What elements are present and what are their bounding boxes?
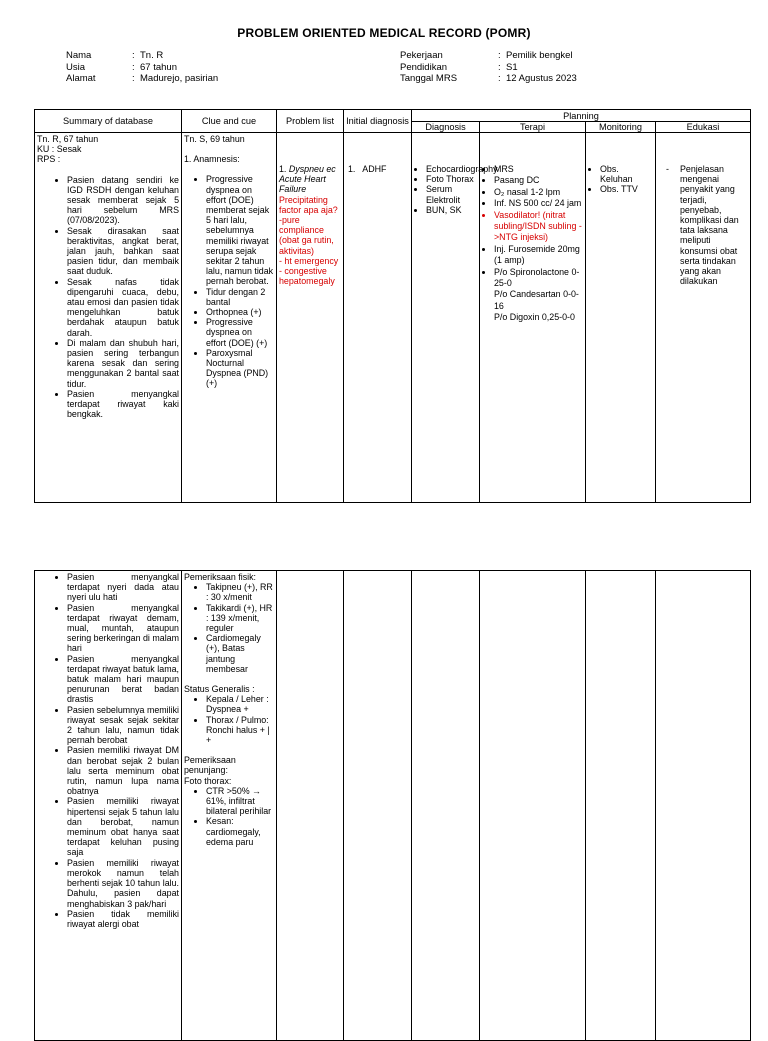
clue-head: Tn. S, 69 tahun bbox=[184, 134, 245, 144]
diagnosis-item: • Serum Elektrolit bbox=[426, 184, 477, 204]
terapi-item: • Pasang DC bbox=[494, 175, 583, 186]
diagnosis-cell-empty bbox=[412, 571, 480, 1041]
summary-cell-continued bbox=[35, 571, 182, 1041]
problem-note: -pure compliance (obat ga rutin, aktivitas) bbox=[279, 215, 334, 256]
summary-item: • Pasien tidak memiliki riwayat alergi obat bbox=[67, 909, 179, 929]
summary-cell bbox=[35, 133, 182, 503]
clue-status-head: Status Generalis : bbox=[184, 684, 255, 695]
diagnosis-cell bbox=[412, 133, 498, 503]
header-terapi: Terapi bbox=[480, 122, 586, 133]
summary-ku: KU : Sesak bbox=[37, 144, 82, 155]
summary-item: • Sesak dirasakan saat beraktivitas, angkat berat, jalan jauh, bahkan saat pasien tidur, dan membaik saat duduk. bbox=[67, 226, 179, 277]
summary-item: • Sesak nafas tidak dipengaruhi cuaca, debu, atau emosi dan pasien tidak mengeluhkan batuk berdahak ataupun batuk darah. bbox=[67, 277, 179, 338]
problem-cell bbox=[277, 133, 344, 503]
summary-item: • Pasien menyangkal terdapat riwayat demam, mual, muntah, ataupun sering berkeringan di malam hari bbox=[67, 603, 179, 654]
summary-item: • Pasien datang sendiri ke IGD RSDH dengan keluhan sesak memberat sejak 5 hari sebelum MRS (07/08/2023). bbox=[67, 175, 179, 226]
monitoring-item: • Obs. Keluhan bbox=[600, 164, 653, 184]
edukasi-cell bbox=[656, 133, 751, 503]
summary-item: • Pasien memiliki riwayat merokok namun telah berhenti sejak 10 tahun lalu. Dahulu, pasien dapat menghabiskan 3 pak/hari bbox=[67, 858, 179, 909]
clue-item: • Kepala / Leher : Dyspnea + bbox=[206, 694, 274, 714]
header-monitoring: Monitoring bbox=[586, 122, 656, 133]
pomr-table-page-2 bbox=[34, 570, 751, 1041]
clue-item: • Orthopnea (+) bbox=[206, 307, 274, 317]
summary-item: • Pasien menyangkal terdapat riwayat kaki bengkak. bbox=[67, 389, 179, 420]
diagnosis-item: • BUN, SK bbox=[426, 205, 477, 215]
clue-cell bbox=[182, 133, 277, 503]
clue-fisik-head: Pemeriksaan fisik: bbox=[184, 572, 257, 582]
monitoring-cell bbox=[586, 133, 656, 503]
summary-item: • Pasien menyangkal terdapat riwayat batuk lama, batuk malam hari maupun penurunan berat badan drastis bbox=[67, 654, 179, 705]
clue-item: • Takikardi (+), HR : 139 x/menit, reguler bbox=[206, 603, 274, 634]
clue-item: • Progressive dyspnea on effort (DOE) memberat sejak 5 hari lalu, sebelumnya memiliki riwayat serupa sejak sekitar 2 tahun lalu, namun tidak pernah berobat. bbox=[206, 174, 274, 286]
clue-cell-continued bbox=[182, 571, 277, 1041]
patient-field-address: Alamat : Madurejo, pasirian bbox=[66, 73, 219, 84]
clue-item: • CTR >50% → 61%, infiltrat bilateral perihilar bbox=[206, 786, 274, 817]
terapi-item: • P/o Spironolactone 0-25-0 bbox=[494, 267, 583, 290]
problem-note: - congestive hepatomegaly bbox=[279, 266, 335, 287]
patient-field-age: Usia : 67 tahun bbox=[66, 61, 177, 73]
initial-diagnosis: 1. ADHF bbox=[348, 164, 387, 174]
patient-field-education: Pendidikan : S1 bbox=[400, 61, 518, 73]
patient-field-job: Pekerjaan : Pemilik bengkel bbox=[400, 50, 573, 61]
diagnosis-item: • Foto Thorax bbox=[426, 174, 477, 184]
monitoring-item: • Obs. TTV bbox=[600, 184, 653, 194]
patient-info-left bbox=[66, 50, 218, 85]
clue-item: • Progressive dyspnea on effort (DOE) (+) bbox=[206, 317, 274, 348]
summary-item: • Pasien memiliki riwayat DM dan berobat sejak 2 bulan lalu serta meminum obat rutin, namun lupa nama obatnya bbox=[67, 745, 179, 796]
monitoring-cell-empty bbox=[586, 571, 656, 1041]
patient-info-right bbox=[400, 50, 577, 85]
terapi-item: • Vasodilator! (nitrat subling/ISDN subling ->NTG injeksi) bbox=[494, 210, 583, 244]
terapi-item: • MRS bbox=[494, 164, 583, 175]
clue-item: • Cardiomegaly (+), Batas jantung membesar bbox=[206, 633, 274, 674]
clue-item: • Kesan: cardiomegaly, edema paru bbox=[206, 816, 274, 847]
clue-item: • Thorax / Pulmo: Ronchi halus + | + bbox=[206, 715, 274, 746]
clue-item: • Tidur dengan 2 bantal bbox=[206, 287, 274, 307]
initial-diagnosis-cell bbox=[344, 133, 412, 503]
problem-main: 1. Dyspneu ec Acute Heart Failure bbox=[279, 164, 336, 195]
header-summary: Summary of database bbox=[35, 110, 182, 133]
summary-item: • Di malam dan shubuh hari, pasien sering terbangun karena sesak dan sering menggunakan 2 bantal saat tidur. bbox=[67, 338, 179, 389]
terapi-item: • Inf. NS 500 cc/ 24 jam bbox=[494, 198, 583, 209]
pomr-table-page-1 bbox=[34, 109, 751, 503]
patient-field-admission-date: Tanggal MRS : 12 Agustus 2023 bbox=[400, 73, 577, 84]
terapi-item: P/o Candesartan 0-0-16 bbox=[494, 289, 579, 311]
summary-head: Tn. R, 67 tahun bbox=[37, 134, 99, 144]
terapi-cell bbox=[480, 133, 586, 503]
terapi-item: • Inj. Furosemide 20mg (1 amp) bbox=[494, 244, 583, 267]
clue-anamnesis: 1. Anamnesis: bbox=[184, 154, 240, 165]
problem-note: Precipitating factor apa aja? bbox=[279, 194, 338, 215]
summary-item: • Pasien menyangkal terdapat nyeri dada atau nyeri ulu hati bbox=[67, 572, 179, 603]
header-problem-list: Problem list bbox=[277, 110, 344, 133]
header-diagnosis: Diagnosis bbox=[412, 122, 480, 133]
page-title: PROBLEM ORIENTED MEDICAL RECORD (POMR) bbox=[237, 26, 531, 40]
summary-rps: RPS : bbox=[37, 154, 61, 165]
summary-item: • Pasien sebelumnya memiliki riwayat sesak sejak sekitar 2 tahun lalu, namun tidak pernah berobat bbox=[67, 705, 179, 746]
initial-diagnosis-cell-empty bbox=[344, 571, 412, 1041]
clue-penunjang-sub: Foto thorax: bbox=[184, 775, 232, 786]
edukasi-item: - Penjelasan mengenai penyakit yang terjadi, penyebab, komplikasi dan tata laksana meliputi konsumsi obat serta tindakan yang akan dilakukan bbox=[680, 164, 748, 286]
summary-item: • Pasien memiliki riwayat hipertensi sejak 5 tahun lalu dan berobat, namun meminum obat hanya saat terdapat keluhan pusing saja bbox=[67, 796, 179, 857]
terapi-cell-empty bbox=[480, 571, 586, 1041]
problem-note: - ht emergency bbox=[279, 255, 339, 266]
clue-penunjang-head: Pemeriksaan penunjang: bbox=[184, 755, 236, 776]
header-initial-diagnosis: Initial diagnosis bbox=[344, 110, 412, 133]
problem-cell-empty bbox=[277, 571, 344, 1041]
header-planning: Planning bbox=[412, 110, 751, 122]
diagnosis-item: • Echocardiography bbox=[426, 164, 477, 174]
terapi-item: • O₂ nasal 1-2 lpm bbox=[494, 187, 583, 198]
terapi-item: P/o Digoxin 0,25-0-0 bbox=[494, 312, 575, 323]
header-clue: Clue and cue bbox=[182, 110, 277, 133]
clue-item: • Paroxysmal Nocturnal Dyspnea (PND) (+) bbox=[206, 348, 274, 389]
clue-item: • Takipneu (+), RR : 30 x/menit bbox=[206, 582, 274, 602]
edukasi-cell-empty bbox=[656, 571, 751, 1041]
patient-field-name: Nama : Tn. R bbox=[66, 50, 164, 61]
header-edukasi: Edukasi bbox=[656, 122, 751, 133]
